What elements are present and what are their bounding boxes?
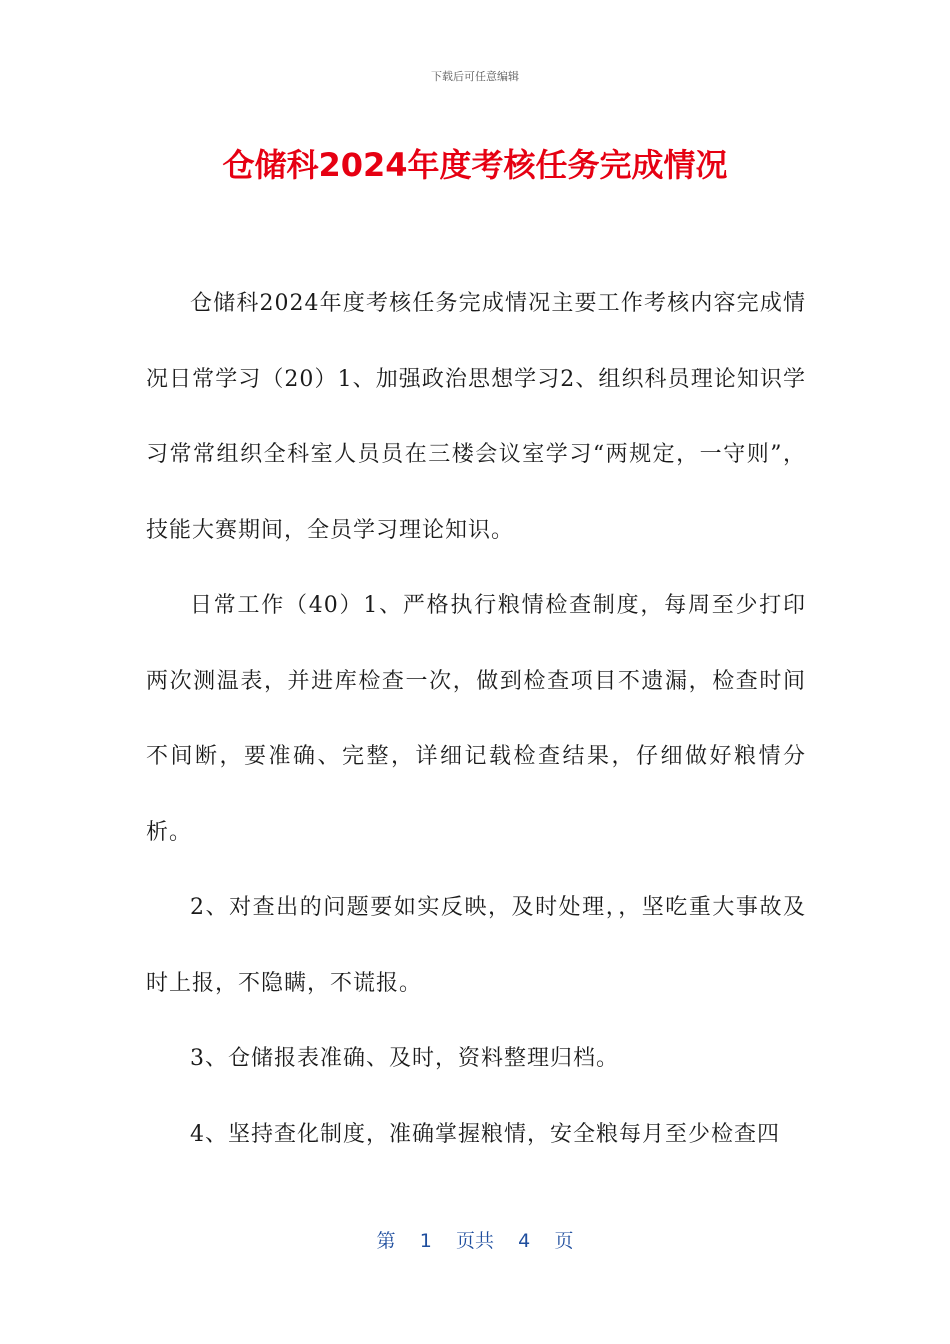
page-prefix: 第 <box>376 1230 396 1252</box>
page-suffix: 页 <box>554 1230 574 1252</box>
paragraph-item-2: 2、对查出的问题要如实反映，及时处理，，坚吃重大事故及时上报，不隐瞒，不谎报。 <box>146 895 806 996</box>
document-body <box>146 266 806 1172</box>
document-title: 仓储科2024年度考核任务完成情况 <box>222 146 728 184</box>
paragraph-item-3: 3、仓储报表准确、及时，资料整理归档。 <box>190 1046 619 1071</box>
page-middle: 页共 <box>455 1230 494 1252</box>
page-footer <box>0 1226 950 1253</box>
page-number: 1 <box>419 1230 432 1252</box>
header-note: 下载后可任意编辑 <box>431 70 519 83</box>
page-total: 4 <box>518 1230 531 1252</box>
paragraph-study: 仓储科2024年度考核任务完成情况主要工作考核内容完成情况日常学习（20）1、加强政治思想学习2、组织科员理论知识学习常常组织全科室人员员在三楼会议室学习“两规定，一守则”，技能大赛期间，全员学习理论知识。 <box>146 291 806 543</box>
paragraph-item-4: 4、坚持查化制度，准确掌握粮情，安全粮每月至少检查四 <box>190 1121 780 1147</box>
paragraph-daily-work: 日常工作（40）1、严格执行粮情检查制度，每周至少打印两次测温表，并进库检查一次，做到检查项目不遗漏，检查时间不间断，要准确、完整，详细记载检查结果，仔细做好粮情分析。 <box>146 593 806 845</box>
